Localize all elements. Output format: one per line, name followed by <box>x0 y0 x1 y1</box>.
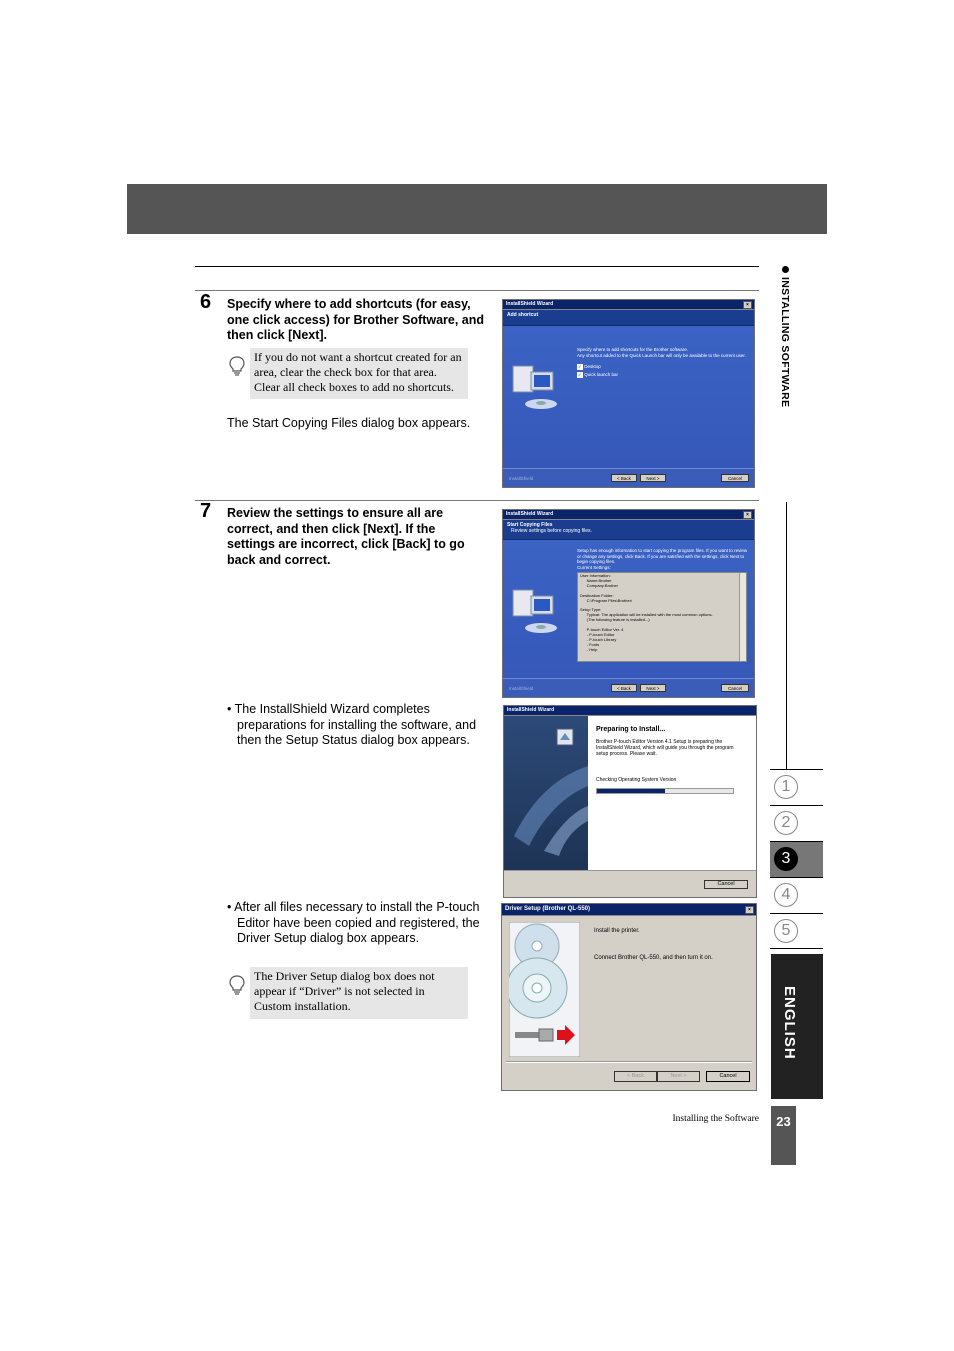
settings-line: Destination Folder: <box>580 592 614 598</box>
settings-line: Typical: The application will be installed with the most common options. <box>580 612 713 618</box>
dialog-title: InstallShield Wizard <box>506 511 554 517</box>
footer-text: Installing the Software <box>672 1114 759 1124</box>
dialog-footer <box>503 468 754 488</box>
dialog-description-1: Specify where to add shortcuts for the Brother software. <box>577 347 689 352</box>
install-printer-text: Install the printer. <box>594 928 640 934</box>
chapter-tabs <box>770 769 823 949</box>
desktop-option-label: Desktop <box>584 364 601 370</box>
settings-line: Setup Type: <box>580 607 602 613</box>
dialog-description: Setup has enough information to start copying the program files. If you want to review or change any settings, click Back. If you are satisfied with the settings, click Next to begin copying files. <box>577 548 748 564</box>
next-button[interactable]: Next > <box>640 684 666 692</box>
next-button[interactable]: Next > <box>640 474 666 482</box>
cancel-button[interactable]: Cancel <box>704 880 748 889</box>
checkbox-checked-icon[interactable]: ✓ <box>578 372 582 377</box>
section-bullet-icon <box>782 266 789 273</box>
settings-line: - P-touch Library <box>580 636 617 642</box>
dialog-footer <box>503 678 754 698</box>
chapter-4-label: 4 <box>774 883 798 907</box>
close-icon[interactable]: × <box>743 301 752 309</box>
hint-bulb-icon <box>228 974 246 996</box>
quick-launch-option-label: Quick launch bar <box>584 372 619 378</box>
dialog-title: InstallShield Wizard <box>506 301 554 307</box>
scrollbar[interactable] <box>739 573 746 661</box>
chapter-1-label: 1 <box>774 775 798 799</box>
dialog-body <box>503 326 754 468</box>
installshield-brand: InstallShield <box>509 476 534 481</box>
chapter-tab-3-active[interactable] <box>770 841 823 877</box>
computer-icon <box>511 586 563 636</box>
dialog-body <box>503 540 754 678</box>
dialog-title: InstallShield Wizard <box>507 707 555 713</box>
current-settings-label: Current Settings: <box>577 565 611 570</box>
installshield-brand: InstallShield <box>509 686 534 691</box>
settings-listbox[interactable] <box>577 572 747 662</box>
step-number: 6 <box>200 291 212 313</box>
start-copying-dialog <box>502 509 755 698</box>
preparing-description: Brother P-touch Editor Version 4.1 Setup is preparing the InstallShield Wizard, which will guide you through the program setup process. Please wait. <box>596 739 734 757</box>
installer-icon <box>556 728 574 746</box>
dialog-titlebar <box>503 300 754 310</box>
language-tab <box>771 954 823 1099</box>
progress-bar <box>596 788 734 794</box>
settings-line: - P-touch Editor <box>580 631 615 637</box>
bullet-text: The InstallShield Wizard completes preparations for installing the software, and then the Setup Status dialog box appears. <box>234 702 477 747</box>
bullet-item: • After all files necessary to install the P-touch Editor have been copied and registered, the Driver Setup dialog box appears. <box>227 900 480 945</box>
language-label: ENGLISH <box>781 986 798 1060</box>
cancel-button[interactable]: Cancel <box>721 474 749 482</box>
cancel-button[interactable]: Cancel <box>706 1071 750 1082</box>
footer-divider <box>506 1061 752 1063</box>
page-number-tab <box>771 1106 796 1165</box>
chapter-tab-5[interactable] <box>770 913 823 949</box>
preparing-install-dialog <box>503 705 757 898</box>
dialog-titlebar <box>502 904 756 916</box>
dialog-header-subtitle: Review settings before copying files. <box>511 528 592 534</box>
connect-printer-text: Connect Brother QL-550, and then turn it on. <box>594 955 713 961</box>
header-banner <box>127 184 827 234</box>
computer-icon <box>511 362 563 412</box>
side-vertical-rule <box>786 502 787 769</box>
settings-lines <box>578 573 746 654</box>
settings-line: (The following feature is installed...) <box>580 617 650 623</box>
result-text: The Start Copying Files dialog box appears. <box>227 416 471 430</box>
section-title: INSTALLING SOFTWARE <box>779 277 791 408</box>
settings-line: Company:Brother <box>580 582 619 588</box>
dialog-header <box>503 310 754 326</box>
quick-launch-option[interactable] <box>577 372 618 378</box>
chapter-tab-4[interactable] <box>770 877 823 913</box>
settings-line: C:\Program Files\Brother\ <box>580 597 633 603</box>
step-instruction: Review the settings to ensure all are correct, and then click [Next]. If the settings are incorrect, click [Back] to go back and correct. <box>227 506 465 567</box>
settings-line: Name:Brother <box>580 577 612 583</box>
cd-graphic <box>509 922 580 1057</box>
preparing-heading: Preparing to Install... <box>596 726 666 733</box>
close-icon[interactable]: × <box>743 511 752 519</box>
dialog-titlebar <box>503 510 754 520</box>
dialog-header <box>503 520 754 540</box>
chapter-3-label: 3 <box>774 847 798 871</box>
status-text: Checking Operating System Version <box>596 777 677 783</box>
settings-line: P-touch Editor Ver. 4 <box>580 626 624 632</box>
next-button[interactable]: Next > <box>657 1071 700 1082</box>
chapter-2-label: 2 <box>774 811 798 835</box>
back-button[interactable]: < Back <box>611 684 637 692</box>
back-button[interactable]: < Back <box>614 1071 657 1082</box>
desktop-option[interactable] <box>577 364 601 370</box>
settings-line: - Help <box>580 646 598 652</box>
step-number: 7 <box>200 500 212 522</box>
driver-setup-dialog <box>501 903 757 1091</box>
settings-line: - Fonts <box>580 641 600 647</box>
step-instruction: Specify where to add shortcuts (for easy, one click access) for Brother Software, and then click [Next]. <box>227 297 485 342</box>
bullet-text: After all files necessary to install the P-touch Editor have been copied and registered, the Driver Setup dialog box appears. <box>234 900 480 945</box>
wizard-side-graphic <box>504 716 588 870</box>
cancel-button[interactable]: Cancel <box>721 684 749 692</box>
step6-rule <box>195 290 759 291</box>
step7-rule <box>195 500 759 501</box>
dialog-title: Driver Setup (Brother QL-550) <box>505 906 591 912</box>
chapter-tab-1[interactable] <box>770 769 823 805</box>
progress-fill <box>597 789 665 793</box>
chapter-5-label: 5 <box>774 919 798 943</box>
hint-note: The Driver Setup dialog box does not appear if “Driver” is not selected in Custom installation. <box>250 967 468 1019</box>
back-button[interactable]: < Back <box>611 474 637 482</box>
dialog-description-2: Any shortcut added to the Quick Launch bar will only be available to the current user. <box>577 353 746 358</box>
top-rule <box>195 266 759 267</box>
bullet-item: • The InstallShield Wizard completes preparations for installing the software, and then the Setup Status dialog box appears. <box>227 702 477 747</box>
dialog-footer <box>504 870 756 898</box>
checkbox-checked-icon[interactable]: ✓ <box>578 364 582 369</box>
dialog-header-title: Start Copying Files <box>507 522 553 528</box>
chapter-tab-2[interactable] <box>770 805 823 841</box>
page-number: 23 <box>776 1114 791 1129</box>
hint-note: If you do not want a shortcut created for an area, clear the check box for that area. Clear all check boxes to add no shortcuts. <box>250 348 468 399</box>
dialog-titlebar <box>504 706 756 716</box>
hint-bulb-icon <box>228 355 246 377</box>
add-shortcut-dialog <box>502 299 755 488</box>
close-icon[interactable]: × <box>745 906 754 914</box>
dialog-header-title: Add shortcut <box>507 312 539 318</box>
settings-line: User Information: <box>580 573 611 578</box>
